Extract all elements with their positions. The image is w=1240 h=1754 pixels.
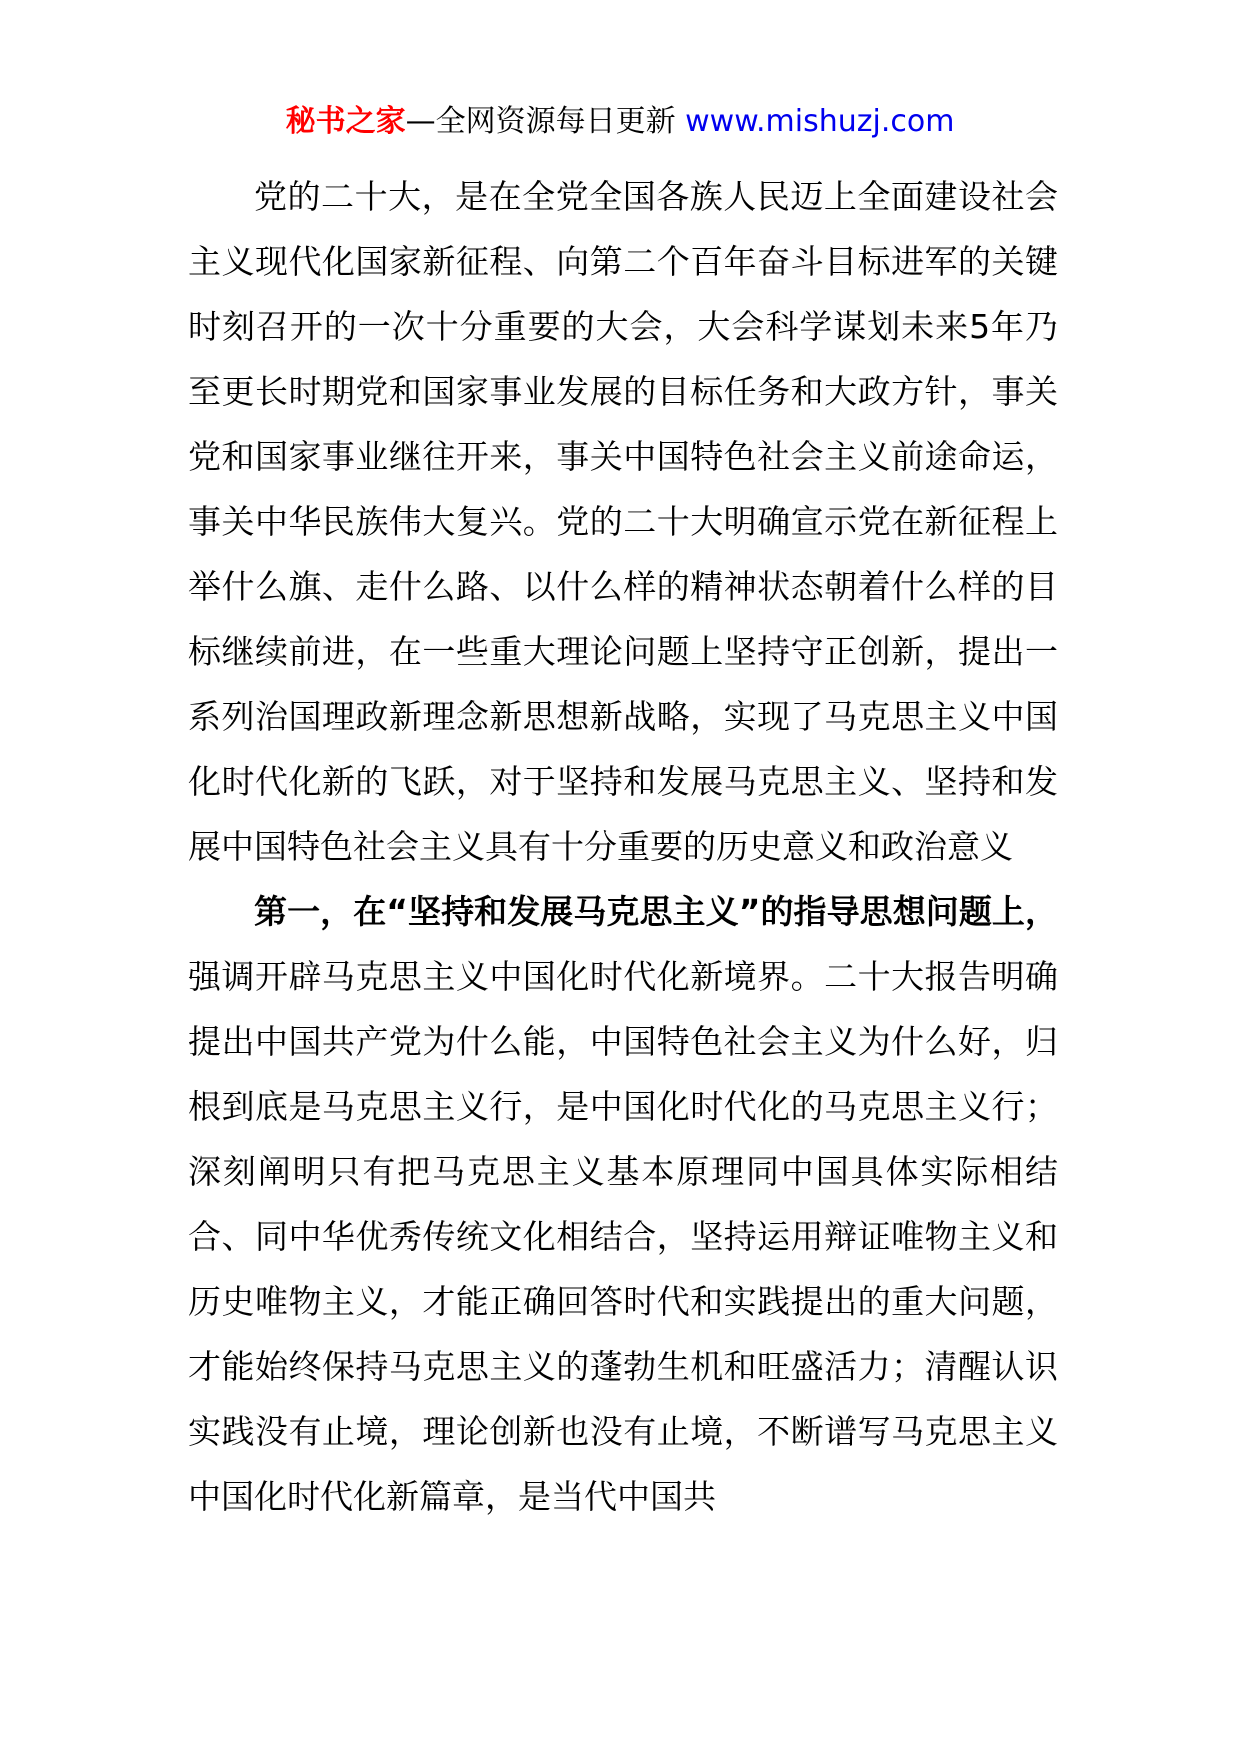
paragraph-first-point-heading: 第一，在“坚持和发展马克思主义”的指导思想问题上，: [254, 892, 1058, 931]
paragraph-intro: [188, 164, 1058, 879]
document-body: [188, 164, 1058, 1529]
header-tagline: —全网资源每日更新: [405, 104, 686, 139]
paragraph-first-point-text: 强调开辟马克思主义中国化时代化新境界。二十大报告明确提出中国共产党为什么能，中国特色社会主义为什么好，归根到底是马克思主义行，是中国化时代化的马克思主义行；深刻阐明只有把马克思主义基本原理同中国具体实际相结合、同中华优秀传统文化相结合，坚持运用辩证唯物主义和历史唯物主义，才能正确回答时代和实践提出的重大问题，才能始终保持马克思主义的蓬勃生机和旺盛活力；清醒认识实践没有止境，理论创新也没有止境，不断谱写马克思主义中国化时代化新篇章，是当代中国共: [188, 957, 1058, 1516]
site-url-link[interactable]: www.mishuzj.com: [685, 104, 955, 139]
paragraph-first-point: [188, 879, 1058, 1529]
watermark-header: [0, 100, 1240, 144]
brand-name: 秘书之家: [285, 104, 406, 139]
paragraph-intro-text: 党的二十大，是在全党全国各族人民迈上全面建设社会主义现代化国家新征程、向第二个百年奋斗目标进军的关键时刻召开的一次十分重要的大会，大会科学谋划未来5年乃至更长时期党和国家事业发展的目标任务和大政方针，事关党和国家事业继往开来，事关中国特色社会主义前途命运，事关中华民族伟大复兴。党的二十大明确宣示党在新征程上举什么旗、走什么路、以什么样的精神状态朝着什么样的目标继续前进，在一些重大理论问题上坚持守正创新，提出一系列治国理政新理念新思想新战略，实现了马克思主义中国化时代化新的飞跃，对于坚持和发展马克思主义、坚持和发展中国特色社会主义具有十分重要的历史意义和政治意义: [188, 177, 1058, 866]
